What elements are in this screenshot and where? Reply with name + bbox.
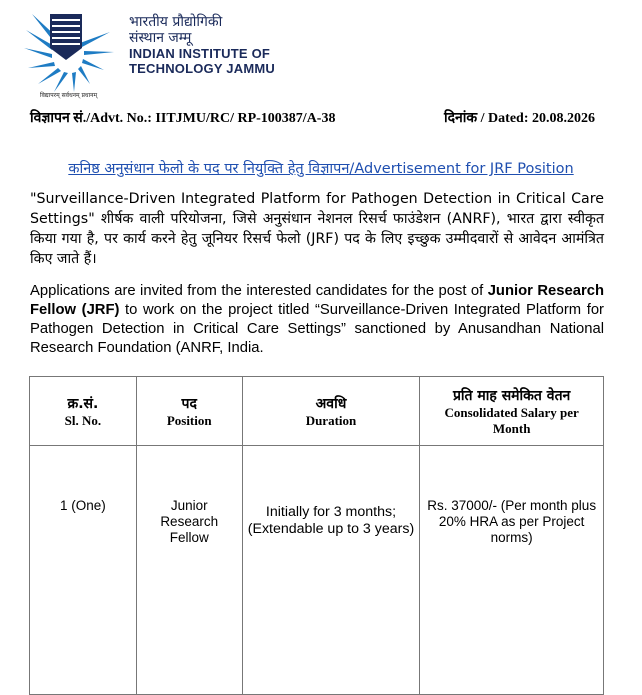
cell-duration	[242, 446, 420, 695]
advertisement-title: कनिष्ठ अनुसंधान फेलो के पद पर नियुक्ति हेतु विज्ञापन/Advertisement for JRF Position	[68, 161, 574, 177]
header-hindi: प्रति माह समेकित वेतन	[452, 387, 571, 404]
institute-name-english-line1: INDIAN INSTITUTE OF	[129, 46, 271, 61]
header-sl-no	[30, 377, 137, 446]
logo-tagline: विद्यापरम् सर्वधनम् प्रधानम्	[40, 92, 98, 99]
header-salary	[420, 377, 604, 446]
header-english: Sl. No.	[64, 412, 102, 428]
advertisement-date: दिनांक / Dated: 20.08.2026	[443, 111, 595, 126]
institute-name-hindi: भारतीय प्रौद्योगिकी संस्थान जम्मू	[129, 14, 223, 46]
english-paragraph	[30, 282, 604, 358]
advertisement-number: विज्ञापन सं./Advt. No.: IITJMU/RC/ RP-100387/A-38	[30, 111, 336, 126]
header-hindi: अवधि	[315, 395, 347, 412]
duration-line2: (Extendable up to 3 years)	[247, 521, 415, 537]
table-header-row	[30, 377, 604, 446]
table-row	[30, 446, 604, 695]
cell-position: Junior Research Fellow	[136, 446, 242, 695]
header-hindi: क्र.सं.	[67, 395, 99, 412]
header-duration	[242, 377, 420, 446]
header-hindi: पद	[181, 395, 197, 412]
cell-salary: Rs. 37000/- (Per month plus 20% HRA as per Project norms)	[420, 446, 604, 695]
hindi-paragraph: "Surveillance-Driven Integrated Platform for Pathogen Detection in Critical Care Settings" शीर्षक वाली परियोजना, जिसे अनुसंधान नेशनल रिसर्च फाउंडेशन (ANRF), भारत द्वारा स्वीकृत किया गया है, पर कार्य करने हेतु जूनियर रिसर्च फेलो (JRF) पद के लिए इच्छुक उम्मीदवारों से आवेदन आमंत्रित किए जाते हैं।	[30, 191, 604, 267]
english-paragraph-part2: to work on the project titled “Surveillance-Driven Integrated Platform for Pathogen Detection in Critical Care Settings” sanctioned by Anusandhan National Research Foundation (ANRF, India.	[30, 302, 604, 356]
duration-line1: Initially for 3 months;	[265, 504, 397, 520]
header-english: Position	[166, 412, 212, 428]
header-position	[136, 377, 242, 446]
institute-name	[129, 14, 275, 76]
english-paragraph-part1: Applications are invited from the interested candidates for the post of	[30, 283, 488, 299]
header-english: Duration	[305, 412, 357, 428]
position-table	[29, 376, 604, 695]
cell-sl-no: 1 (One)	[30, 446, 137, 695]
header-english: Consolidated Salary per Month	[444, 404, 579, 436]
iit-jammu-logo	[24, 10, 120, 94]
institute-name-english-line2: TECHNOLOGY JAMMU	[129, 61, 275, 76]
position-name-bold: Junior Research Fellow (JRF)	[30, 283, 604, 318]
